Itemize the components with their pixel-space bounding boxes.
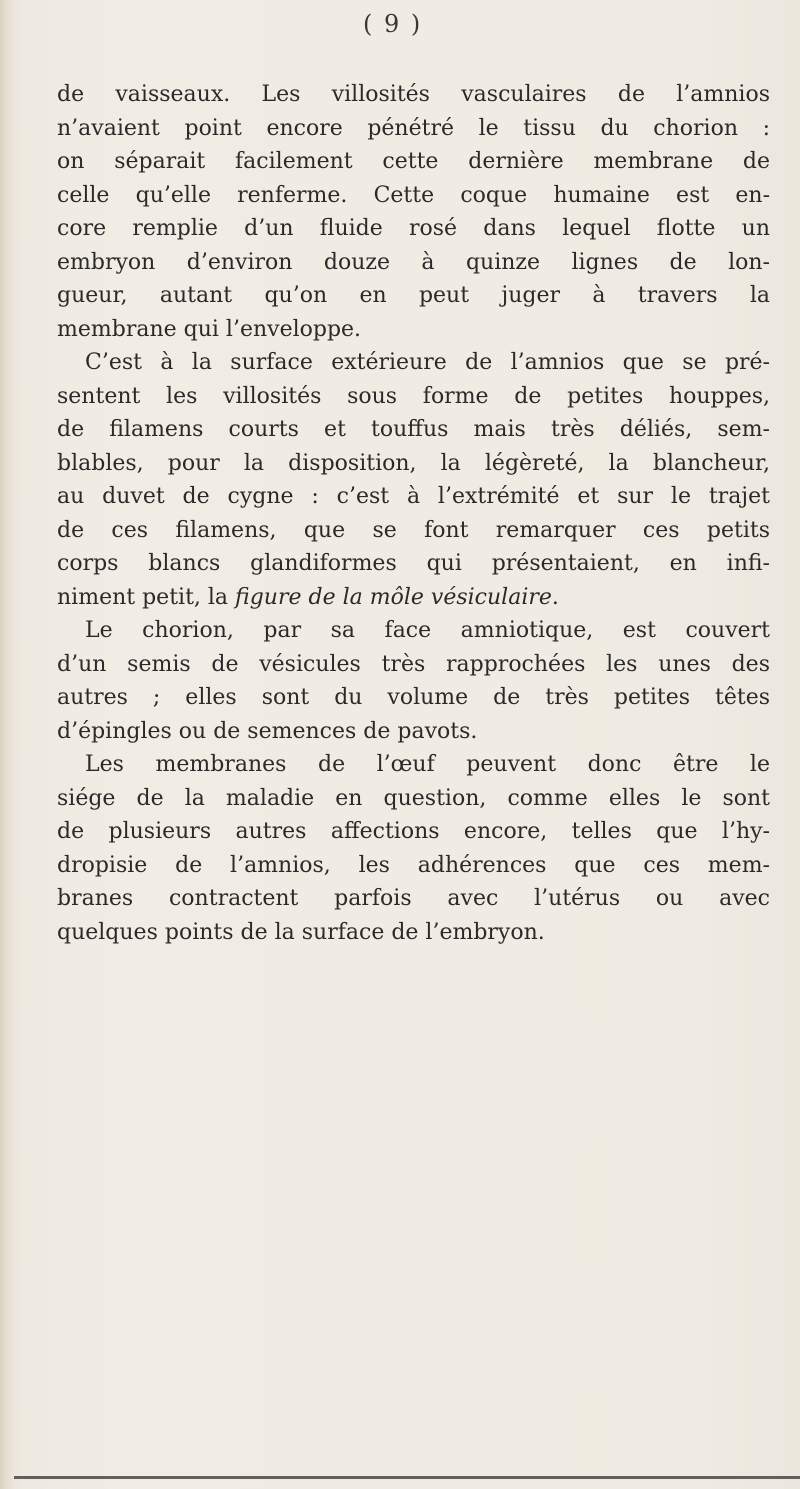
body-text [57,78,770,949]
text-line: Le chorion, par sa face amniotique, est couvert [85,618,770,643]
text-line: quelques points de la surface de l’embryon. [57,919,545,945]
text-line: d’épingles ou de semences de pavots. [57,718,478,744]
text-line [57,581,770,615]
text-line: C’est à la surface extérieure de l’amnios que se pré- [85,350,770,375]
text-line: Les membranes de l’œuf peuvent donc être le [85,752,770,777]
text-line: core remplie d’un fluide rosé dans lequel flotte un [57,216,770,241]
text-line: n’avaient point encore pénétré le tissu du chorion : [57,115,770,141]
text-line: siége de la maladie en question, comme elles le sont [57,785,770,811]
text-line: de filamens courts et touffus mais très déliés, sem- [57,417,770,442]
text-line: de ces filamens, que se font remarquer ces petits [57,517,770,543]
spine-shadow [0,0,14,1489]
text-line: au duvet de cygne : c’est à l’extrémité et sur le trajet [57,484,770,509]
text-line: sentent les villosités sous forme de petites houppes, [57,383,770,409]
page-number: ( 9 ) [363,10,423,38]
text-line: d’un semis de vésicules très rapprochées les unes des [57,651,770,677]
text-line: blables, pour la disposition, la légèreté, la blancheur, [57,450,770,476]
text-line: corps blancs glandiformes qui présentaient, en infi- [57,551,770,576]
text-line: autres ; elles sont du volume de très petites têtes [57,685,770,710]
text-line: embryon d’environ douze à quinze lignes de lon- [57,249,770,275]
text-segment: . [551,584,559,610]
text-line: dropisie de l’amnios, les adhérences que ces mem- [57,852,770,878]
text-line: membrane qui l’enveloppe. [57,316,362,342]
text-line: gueur, autant qu’on en peut juger à travers la [57,283,770,308]
page-edge-shadow [14,1476,800,1479]
text-line: celle qu’elle renferme. Cette coque humaine est en- [57,182,770,208]
text-line: branes contractent parfois avec l’utérus ou avec [57,886,770,911]
text-segment: niment petit, la [57,584,236,610]
text-line: de vaisseaux. Les villosités vasculaires de l’amnios [57,82,770,107]
text-line: de plusieurs autres affections encore, telles que l’hy- [57,819,770,844]
text-line: on séparait facilement cette dernière membrane de [57,149,770,174]
italic-term: figure de la môle vésiculaire [235,584,552,610]
